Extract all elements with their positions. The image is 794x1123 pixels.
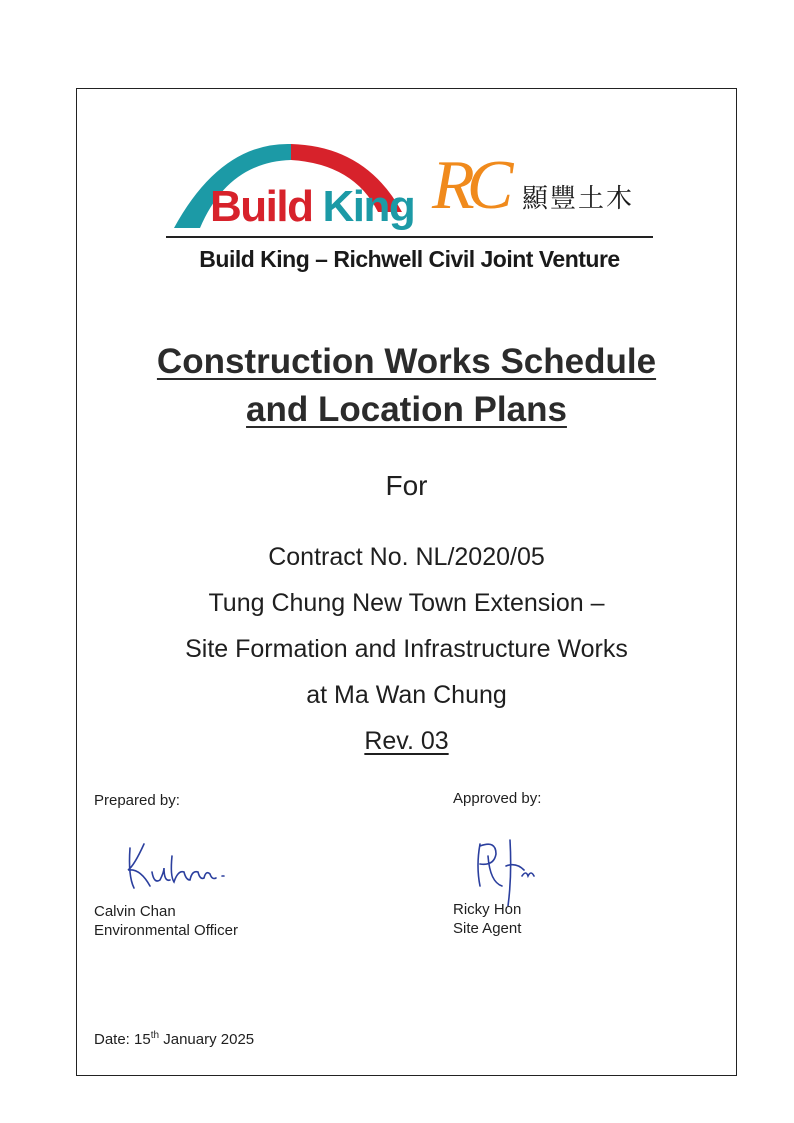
contract-title-line-3: at Ma Wan Chung <box>306 681 507 709</box>
rc-logo-mark: RC <box>432 147 506 224</box>
document-title-line-1: Construction Works Schedule <box>156 342 657 381</box>
for-label: For <box>385 470 428 501</box>
prepared-signature <box>120 836 230 896</box>
approved-signature <box>466 836 546 906</box>
approver-details <box>453 900 521 938</box>
approver-role: Site Agent <box>453 920 522 937</box>
revision-label: Rev. 03 <box>364 727 449 755</box>
logo-divider <box>166 236 653 238</box>
prepared-by-label: Prepared by: <box>94 792 180 809</box>
contract-title-line-1: Tung Chung New Town Extension – <box>208 589 605 617</box>
build-king-wordmark <box>210 182 414 232</box>
contract-number: Contract No. NL/2020/05 <box>268 543 545 571</box>
logo-build-text: Build <box>210 182 313 231</box>
contract-title-line-2: Site Formation and Infrastructure Works <box>185 635 628 663</box>
preparer-role: Environmental Officer <box>94 922 238 939</box>
joint-venture-name: Build King – Richwell Civil Joint Venture <box>199 246 620 272</box>
company-logo <box>166 140 656 280</box>
logo-king-text: King <box>322 182 415 231</box>
approver-name: Ricky Hon <box>453 901 522 918</box>
approved-by-label: Approved by: <box>453 790 542 807</box>
document-date: Date: 15th January 2025 <box>94 1030 255 1048</box>
preparer-name: Calvin Chan <box>94 903 176 920</box>
richwell-chinese-name: 顯豐土木 <box>522 184 635 214</box>
document-title-line-2: and Location Plans <box>246 390 567 429</box>
preparer-details <box>94 902 238 940</box>
